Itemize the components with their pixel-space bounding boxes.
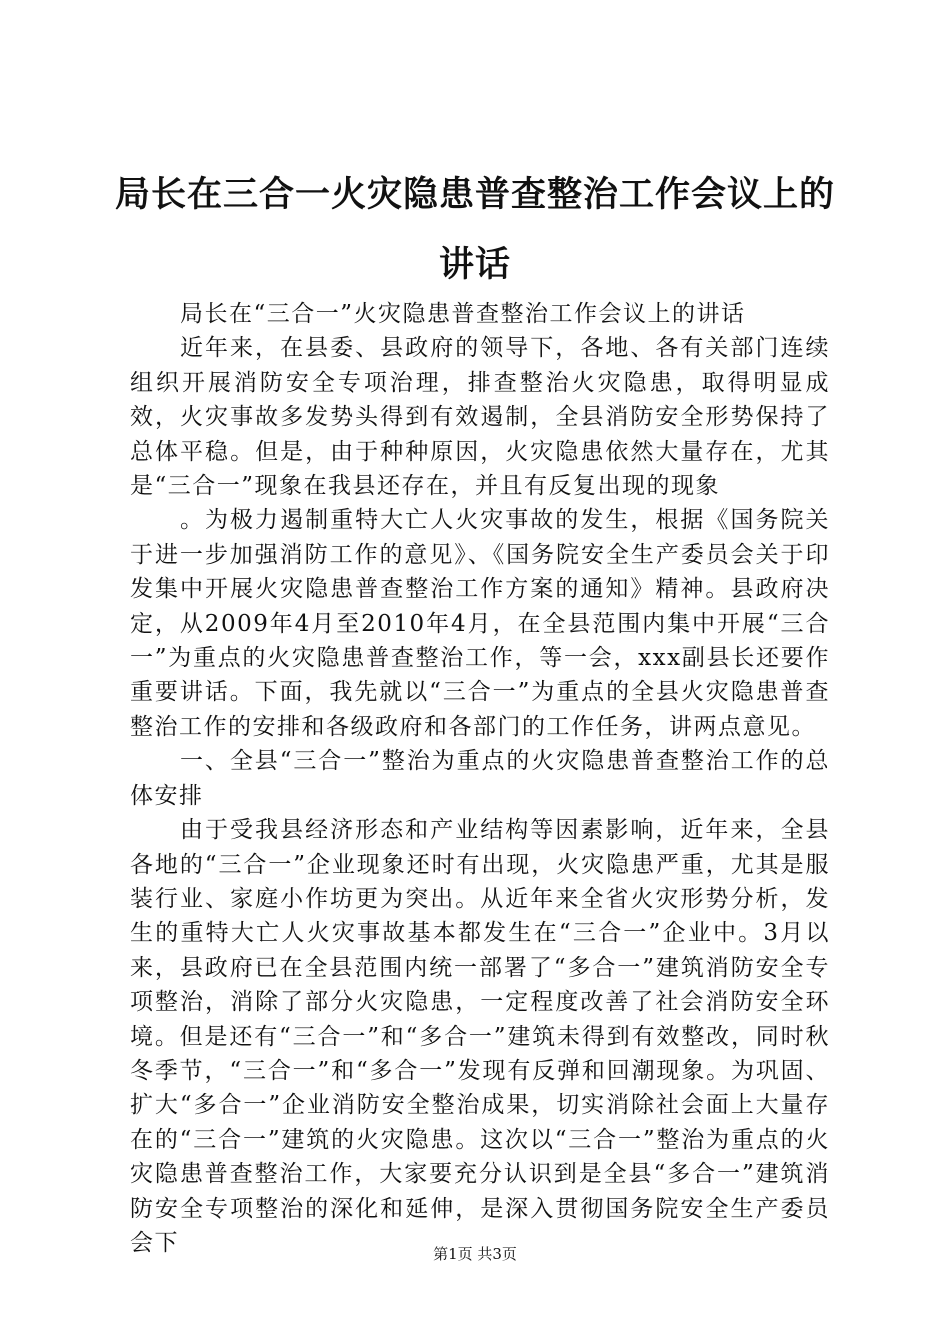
page-footer: 第1页 共3页 [433,1245,517,1263]
document-title: 局长在三合一火灾隐患普查整治工作会议上的讲话 [114,175,835,285]
body-paragraph: 由于受我县经济形态和产业结构等因素影响，近年来，全县各地的“三合一”企业现象还时有出现，火灾隐患严重，尤其是服装行业、家庭小作坊更为突出。从近年来全省火灾形势分析，发生的重特大亡人火灾事故基本都发生在“三合一”企业中。3月以来，县政府已在全县范围内统一部署了“多合一”建筑消防安全专项整治，消除了部分火灾隐患，一定程度改善了社会消防安全环境。但是还有“三合一”和“多合一”建筑未得到有效整改，同时秋冬季节，“三合一”和“多合一”发现有反弹和回潮现象。为巩固、扩大“多合一”企业消防安全整治成果，切实消除社会面上大量存在的“三合一”建筑的火灾隐患。这次以“三合一”整治为重点的火灾隐患普查整治工作，大家要充分认识到是全县“多合一”建筑消防安全专项整治的深化和延伸，是深入贯彻国务院安全生产委员会下 [130,817,830,1256]
body-paragraph: 近年来，在县委、县政府的领导下，各地、各有关部门连续组织开展消防安全专项治理，排查整治火灾隐患，取得明显成效，火灾事故多发势头得到有效遏制，全县消防安全形势保持了总体平稳。但是，由于种种原因，火灾隐患依然大量存在，尤其是“三合一”现象在我县还存在，并且有反复出现的现象 [130,335,830,500]
document-body [130,297,830,1260]
section-heading: 一、全县“三合一”整治为重点的火灾隐患普查整治工作的总体安排 [130,748,830,809]
body-paragraph: 局长在“三合一”火灾隐患普查整治工作会议上的讲话 [180,301,746,327]
body-paragraph: 。为极力遏制重特大亡人火灾事故的发生，根据《国务院关于进一步加强消防工作的意见》、《国务院安全生产委员会关于印发集中开展火灾隐患普查整治工作方案的通知》精神。县政府决定，从2009年4月至2010年4月，在全县范围内集中开展“三合一”为重点的火灾隐患普查整治工作，等一会，xxx副县长还要作重要讲话。下面，我先就以“三合一”为重点的全县火灾隐患普查整治工作的安排和各级政府和各部门的工作任务，讲两点意见。 [130,507,830,740]
